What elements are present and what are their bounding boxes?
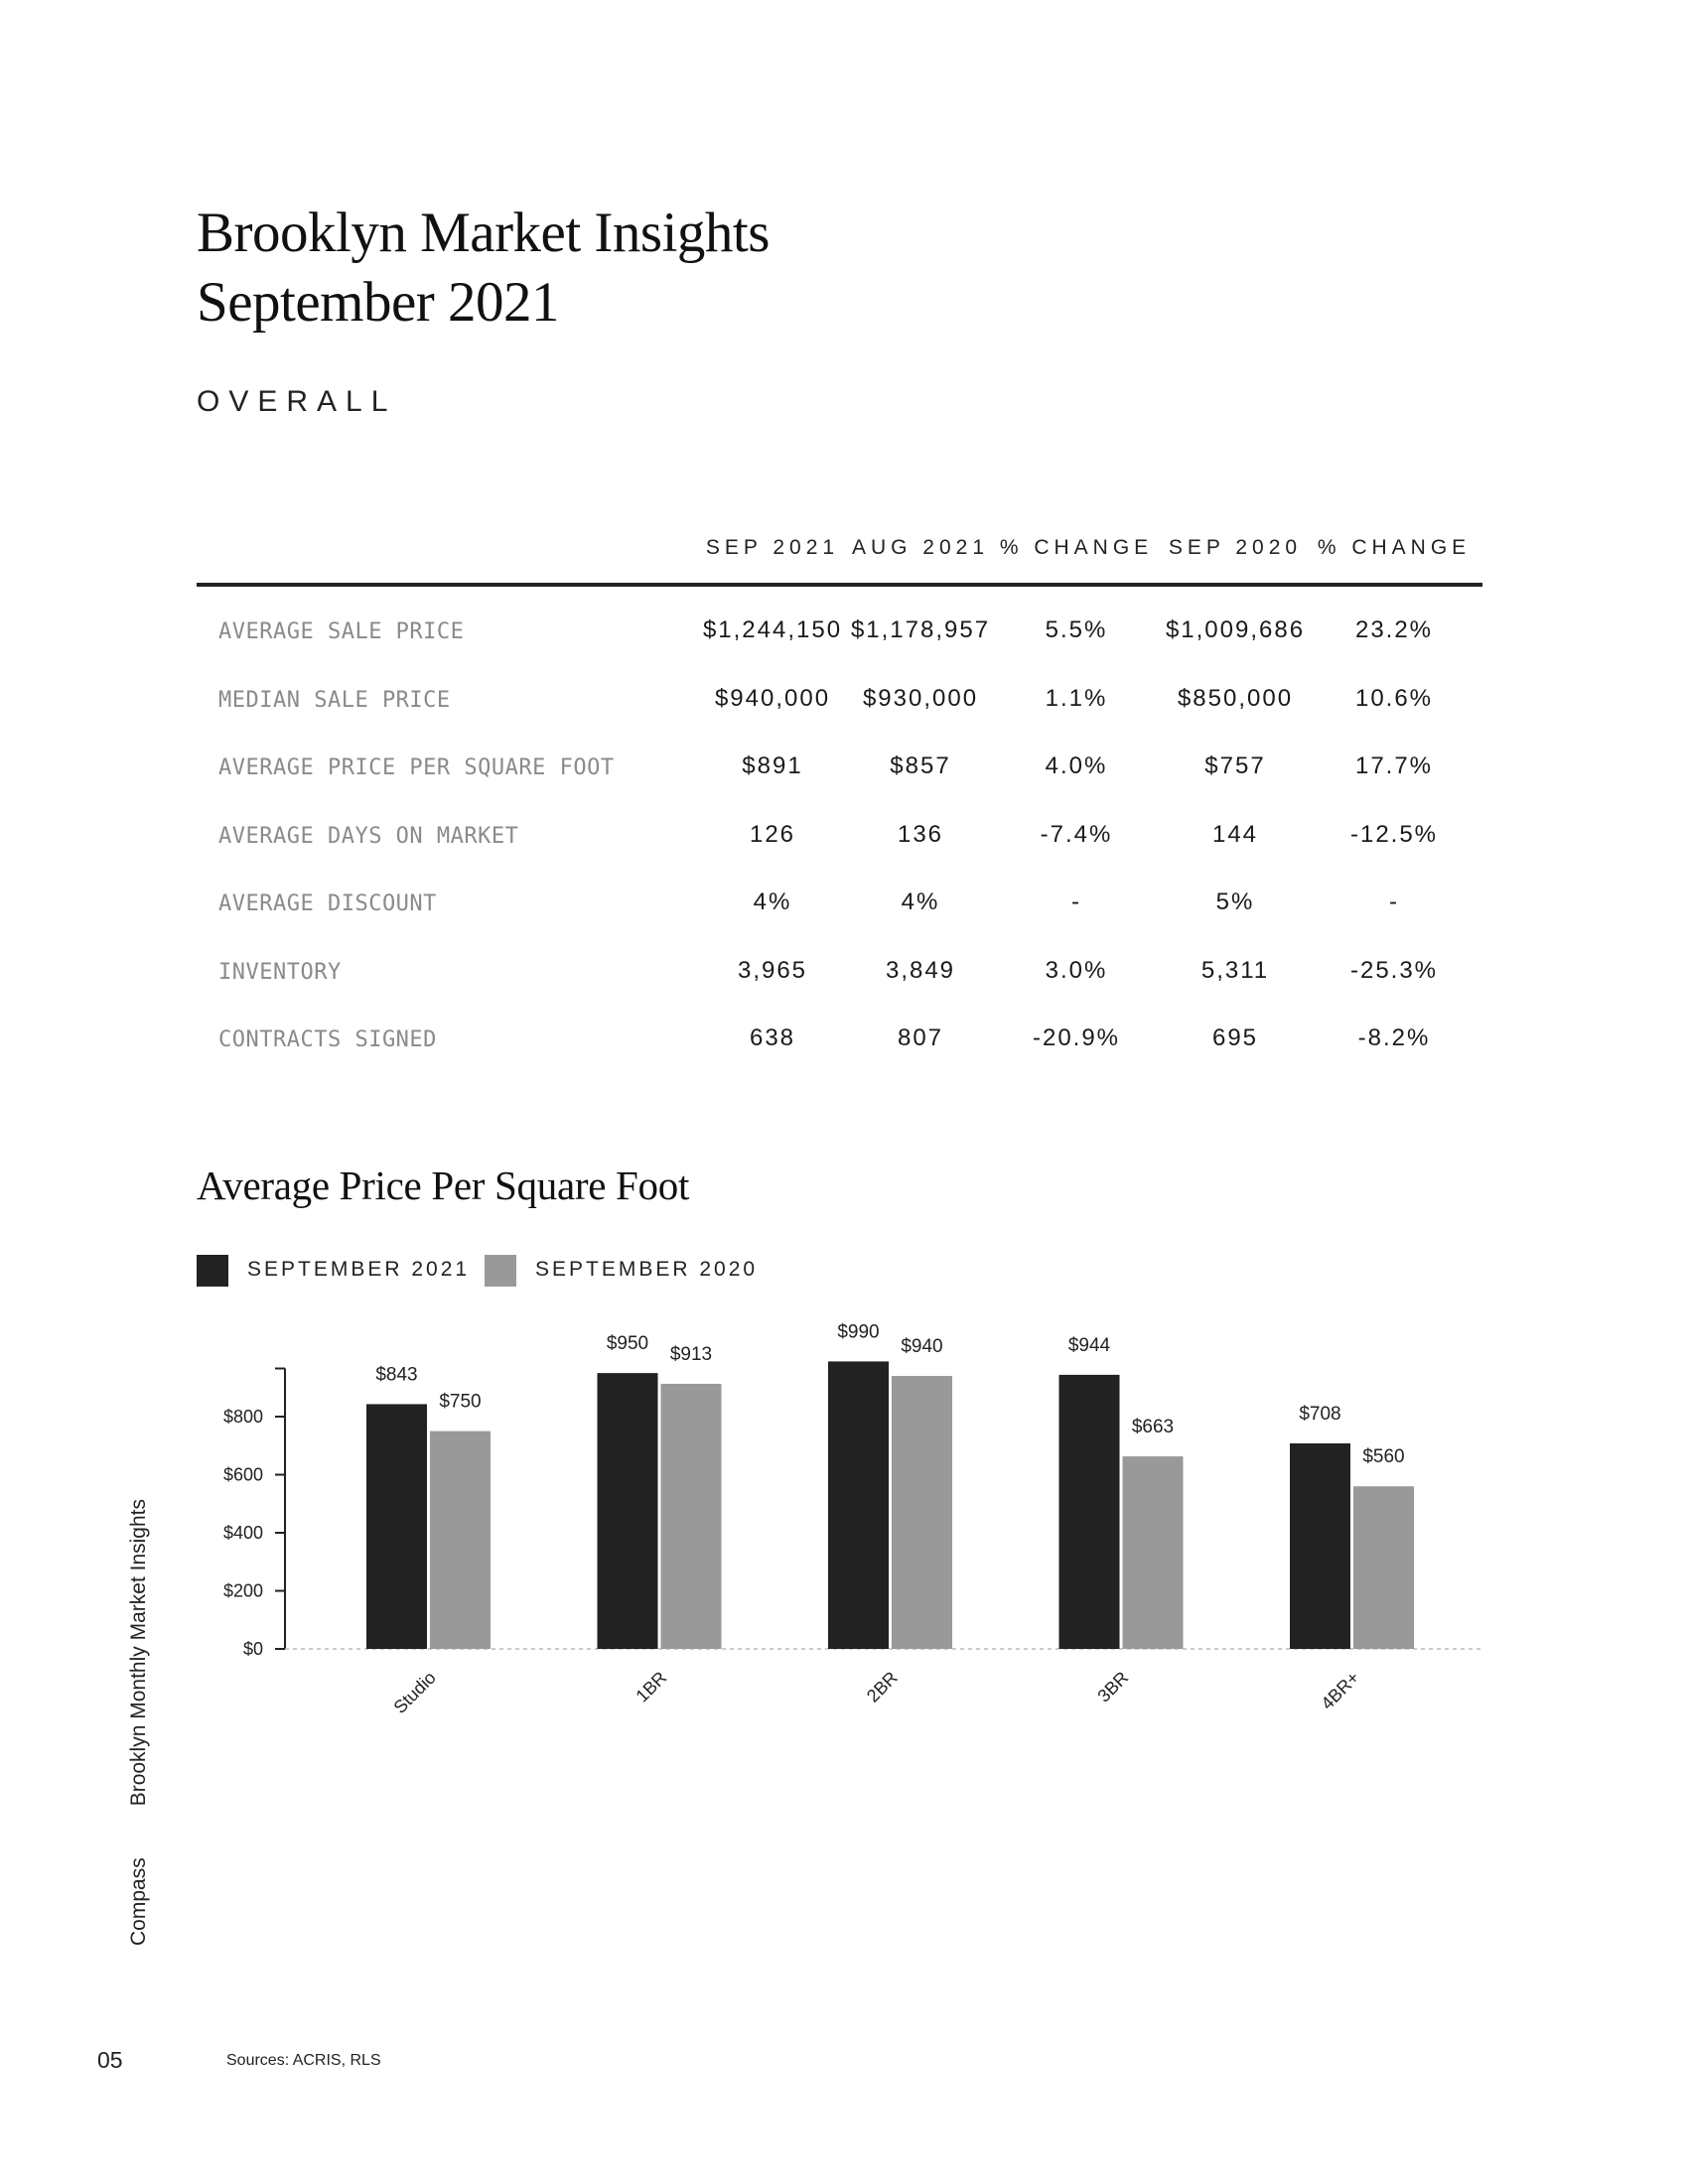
section-label: OVERALL <box>197 385 397 418</box>
row-label: AVERAGE DISCOUNT <box>218 891 437 916</box>
bar <box>598 1373 658 1649</box>
table-cell: -8.2% <box>1357 1024 1431 1051</box>
table-cell: $1,244,150 <box>702 616 843 643</box>
column-header: % CHANGE <box>999 536 1154 559</box>
page-number: 05 <box>97 2047 123 2073</box>
legend-label-2020: SEPTEMBER 2020 <box>535 1258 759 1281</box>
row-label: CONTRACTS SIGNED <box>218 1027 437 1052</box>
side-caption <box>127 1447 151 1946</box>
column-header: SEP 2021 <box>705 536 840 559</box>
y-tick-label: $800 <box>222 1407 263 1427</box>
x-tick-label: 1BR <box>632 1667 671 1706</box>
table-cell: 23.2% <box>1354 616 1434 643</box>
publication-name: Brooklyn Monthly Market Insights <box>127 1499 150 1807</box>
table-cell: -12.5% <box>1349 820 1439 848</box>
x-tick-label: 2BR <box>862 1667 902 1706</box>
brand-name: Compass <box>127 1857 150 1946</box>
table-cell: 144 <box>1211 820 1259 848</box>
table-cell: $930,000 <box>862 684 979 712</box>
row-label: MEDIAN SALE PRICE <box>218 687 451 713</box>
table-cell: 4% <box>901 888 940 915</box>
bar <box>1353 1486 1414 1649</box>
bar <box>1059 1375 1120 1649</box>
table-cell: 5% <box>1215 888 1255 915</box>
bar-value-label: $950 <box>606 1333 649 1355</box>
bar-value-label: $913 <box>669 1343 713 1365</box>
table-cell: -20.9% <box>1032 1024 1121 1051</box>
bar <box>366 1404 427 1649</box>
table-cell: 5.5% <box>1045 616 1108 643</box>
y-tick-label: $400 <box>222 1523 263 1543</box>
table-cell: 4.0% <box>1045 752 1108 779</box>
row-label: AVERAGE SALE PRICE <box>218 619 465 644</box>
bar <box>1290 1443 1350 1649</box>
bar-value-label: $843 <box>375 1364 418 1386</box>
table-cell: $940,000 <box>714 684 831 712</box>
table-cell: 3,849 <box>885 956 956 984</box>
table-cell: $1,009,686 <box>1165 616 1306 643</box>
table-cell: 3,965 <box>737 956 808 984</box>
bar-value-label: $940 <box>901 1336 943 1358</box>
table-cell: 807 <box>897 1024 944 1051</box>
bar <box>1123 1456 1184 1649</box>
y-tick-label: $200 <box>222 1580 263 1601</box>
table-cell: - <box>1389 888 1399 915</box>
table-cell: $850,000 <box>1177 684 1294 712</box>
row-label: INVENTORY <box>218 959 342 985</box>
table-cell: $1,178,957 <box>850 616 991 643</box>
table-cell: 638 <box>749 1024 796 1051</box>
row-label: AVERAGE DAYS ON MARKET <box>218 823 519 849</box>
bar-value-label: $750 <box>439 1391 482 1413</box>
legend-label-2021: SEPTEMBER 2021 <box>247 1258 471 1281</box>
x-tick-label: Studio <box>389 1667 440 1717</box>
bar-value-label: $944 <box>1067 1334 1111 1356</box>
title-line-1: Brooklyn Market Insights <box>197 202 770 264</box>
table-cell: 126 <box>749 820 796 848</box>
table-cell: 136 <box>897 820 944 848</box>
table-cell: 4% <box>753 888 792 915</box>
column-header: AUG 2021 <box>851 536 990 559</box>
table-cell: 3.0% <box>1045 956 1108 984</box>
y-tick-label: $600 <box>222 1464 263 1485</box>
row-label: AVERAGE PRICE PER SQUARE FOOT <box>218 755 615 780</box>
table-cell: 5,311 <box>1200 956 1270 984</box>
sources-note: Sources: ACRIS, RLS <box>226 2052 381 2069</box>
table-cell: - <box>1071 888 1081 915</box>
bar <box>828 1361 889 1649</box>
column-header: % CHANGE <box>1317 536 1472 559</box>
chart-title: Average Price Per Square Foot <box>197 1162 690 1208</box>
title-line-2: September 2021 <box>197 271 560 334</box>
bar-value-label: $663 <box>1131 1417 1175 1438</box>
y-tick-label: $0 <box>242 1639 263 1659</box>
table-cell: -7.4% <box>1040 820 1113 848</box>
table-cell: 1.1% <box>1045 684 1108 712</box>
table-cell: $857 <box>890 752 951 779</box>
table-cell: 10.6% <box>1354 684 1434 712</box>
bar-value-label: $990 <box>837 1321 880 1343</box>
table-cell: -25.3% <box>1349 956 1439 984</box>
table-cell: 17.7% <box>1354 752 1434 779</box>
bar-value-label: $560 <box>1362 1446 1405 1468</box>
table-cell: $891 <box>742 752 803 779</box>
x-tick-label: 3BR <box>1093 1667 1133 1706</box>
bar <box>661 1384 722 1649</box>
bar <box>430 1432 491 1649</box>
table-cell: $757 <box>1204 752 1266 779</box>
x-tick-label: 4BR+ <box>1317 1667 1363 1714</box>
bar <box>892 1376 952 1649</box>
bar-value-label: $708 <box>1299 1403 1341 1425</box>
table-cell: 695 <box>1211 1024 1259 1051</box>
column-header: SEP 2020 <box>1168 536 1303 559</box>
